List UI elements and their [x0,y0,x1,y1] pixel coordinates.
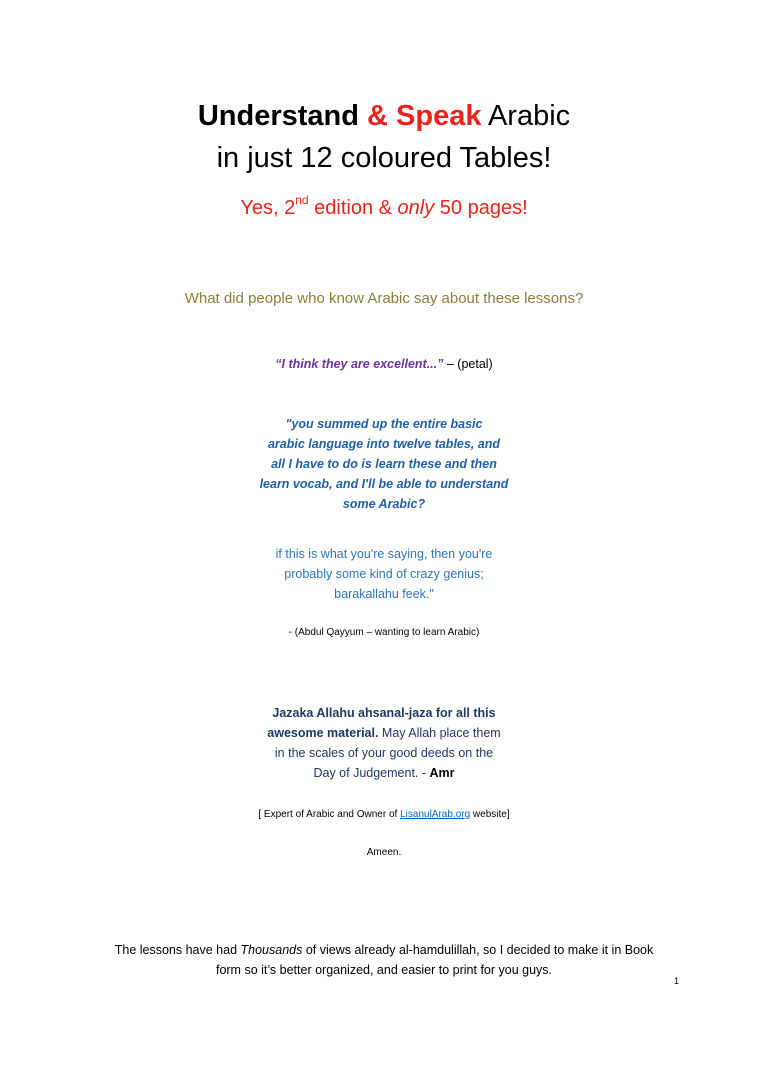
quote-abdul-bold [0,414,768,514]
footer-italic: Thousands [240,943,303,957]
ameen-text: Ameen. [366,847,402,858]
title-speak: & Speak [358,100,482,132]
title-line-1 [0,98,768,134]
subtitle-italic: only [397,197,435,219]
footer-post: of views already al-hamdulillah, so I decided to make it in Book [302,943,654,957]
quote-amr-line-2 [0,723,768,743]
question-heading: What did people who know Arabic say about these lessons? [184,290,584,307]
quote-line: some Arabic? [342,497,426,511]
subtitle-post: 50 pages! [434,197,528,219]
lisanularab-link[interactable]: LisanulArab.org [400,809,471,820]
quote-abdul-attribution: - (Abdul Qayyum – wanting to learn Arabic) [288,627,480,638]
quote-amr-line-3: in the scales of your good deeds on the [274,746,494,760]
footer-pre: The lessons have had [114,943,241,957]
title-arabic: Arabic [481,100,571,132]
quote-petal-attribution: – (petal) [443,357,493,371]
quote-line: learn vocab, and I'll be able to understand [259,477,509,491]
quote-abdul-plain [0,544,768,604]
subtitle-pre: Yes, 2 [240,197,296,219]
quote-petal [0,357,768,371]
subtitle [0,193,768,220]
quote-amr-author: Amr [429,766,455,780]
quote-amr-line-4-pre: Day of Judgement. - [313,766,430,780]
expert-note-pre: [ Expert of Arabic and Owner of [258,809,401,820]
page-number: 1 [673,976,679,986]
quote-line: if this is what you're saying, then you're [275,547,493,561]
expert-note [0,808,768,822]
subtitle-mid: edition & [308,197,398,219]
quote-line: barakallahu feek." [334,587,434,601]
quote-amr-bold-2: awesome material. [267,726,379,740]
quote-amr-line-4 [0,763,768,783]
title-line-2: in just 12 coloured Tables! [216,142,552,174]
quote-line: probably some kind of crazy genius; [284,567,484,581]
quote-amr-line-2-rest: May Allah place them [378,726,501,740]
expert-note-post: website] [470,809,510,820]
quote-line: "you summed up the entire basic [285,417,483,431]
quote-amr-bold-1: Jazaka Allahu ahsanal-jaza for all this [272,706,496,720]
quote-line: all I have to do is learn these and then [271,457,497,471]
quote-petal-text: “I think they are excellent...” [275,357,444,371]
quote-amr [0,703,768,783]
quote-amr-line-1 [0,703,768,723]
subtitle-sup: nd [295,193,309,207]
footer-line-2: form so it’s better organized, and easier to print for you guys. [215,963,553,977]
footer-line-1 [0,940,768,960]
footer-paragraph [0,940,768,980]
title-understand: Understand [197,100,359,132]
quote-line: arabic language into twelve tables, and [267,437,500,451]
